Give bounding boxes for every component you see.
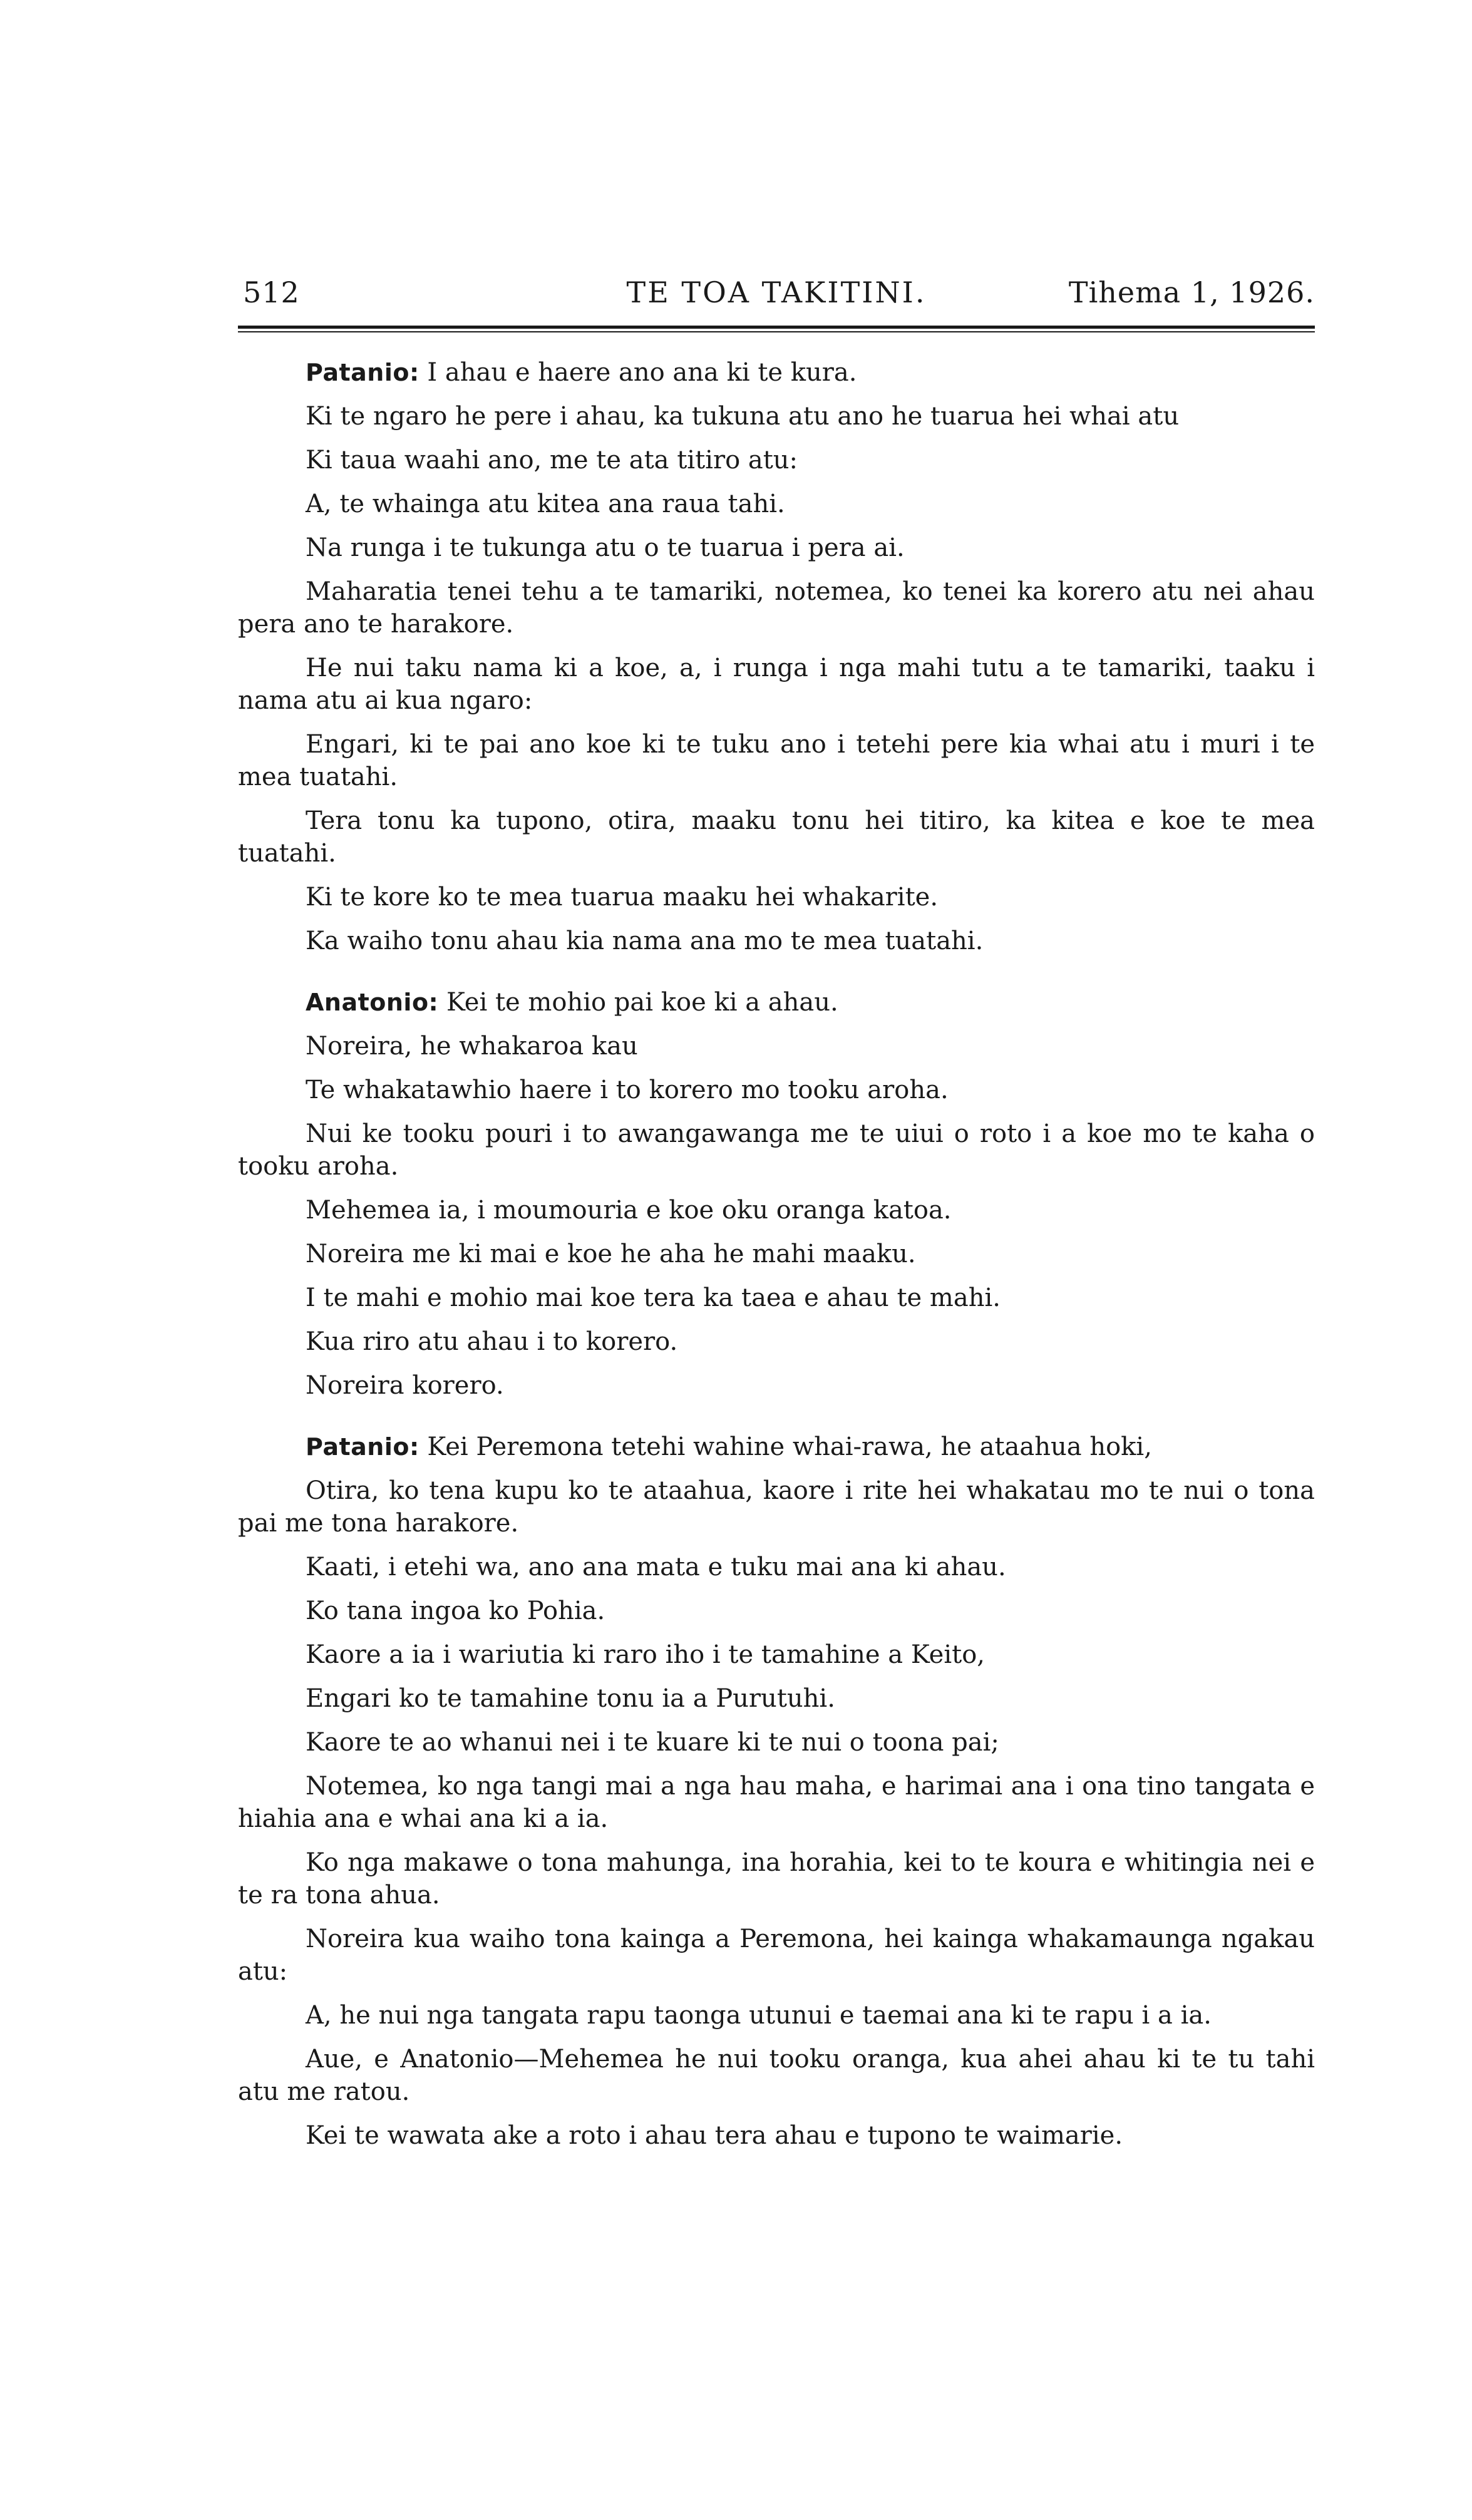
speaker-paragraph bbox=[238, 1431, 1315, 1463]
paragraph bbox=[238, 1118, 1315, 1183]
paragraph-text: Tera tonu ka tupono, otira, maaku tonu hei titiro, ka kitea e koe te mea tuatahi. bbox=[238, 806, 1315, 868]
speaker-name: Patanio: bbox=[306, 1433, 419, 1461]
paragraph-text: Ko nga makawe o tona mahunga, ina horahia, kei to te koura e whitingia nei e te ra tona ahua. bbox=[238, 1848, 1315, 1910]
paragraph bbox=[238, 1770, 1315, 1835]
paragraph-text: Te whakatawhio haere i to korero mo tooku aroha. bbox=[306, 1076, 949, 1104]
paragraph-text: Na runga i te tukunga atu o te tuarua i pera ai. bbox=[306, 533, 905, 562]
paragraph bbox=[238, 532, 1315, 564]
speaker-paragraph bbox=[238, 356, 1315, 389]
paragraph-text: Kei te mohio pai koe ki a ahau. bbox=[446, 988, 838, 1017]
paragraph bbox=[238, 1074, 1315, 1106]
paragraph-text: A, te whainga atu kitea ana raua tahi. bbox=[306, 490, 785, 518]
header-rule-thick bbox=[238, 326, 1315, 329]
paragraph-text: Noreira kua waiho tona kainga a Peremona, hei kainga whakamaunga ngakau atu: bbox=[238, 1925, 1315, 1986]
paragraph-text: Noreira me ki mai e koe he aha he mahi maaku. bbox=[306, 1240, 916, 1268]
paragraph-text: Nui ke tooku pouri i to awangawanga me te uiui o roto i a koe mo te kaha o tooku aroha. bbox=[238, 1119, 1315, 1181]
paragraph-text: Ki taua waahi ano, me te ata titiro atu: bbox=[306, 446, 798, 475]
paragraph-text: Engari ko te tamahine tonu ia a Purutuhi. bbox=[306, 1684, 835, 1713]
page bbox=[238, 275, 1315, 2163]
paragraph-text: Maharatia tenei tehu a te tamariki, notemea, ko tenei ka korero atu nei ahau pera ano te harakore. bbox=[238, 577, 1315, 639]
paragraph bbox=[238, 925, 1315, 957]
paragraph-text: Kaati, i etehi wa, ano ana mata e tuku mai ana ki ahau. bbox=[306, 1553, 1006, 1581]
paragraph-text: Kei te wawata ake a roto i ahau tera ahau e tupono te waimarie. bbox=[306, 2121, 1123, 2150]
paragraph bbox=[238, 1999, 1315, 2032]
paragraph bbox=[238, 2043, 1315, 2108]
paragraph-text: I te mahi e mohio mai koe tera ka taea e ahau te mahi. bbox=[306, 1283, 1001, 1312]
paragraph bbox=[238, 1369, 1315, 1402]
paragraph bbox=[238, 1325, 1315, 1358]
paragraph bbox=[238, 1726, 1315, 1759]
journal-title: TE TOA TAKITINI. bbox=[626, 275, 927, 309]
speaker-name: Anatonio: bbox=[306, 989, 439, 1016]
paragraph bbox=[238, 1846, 1315, 1911]
paragraph bbox=[238, 805, 1315, 870]
paragraph bbox=[238, 488, 1315, 520]
paragraph-text: Otira, ko tena kupu ko te ataahua, kaore i rite hei whakatau mo te nui o tona pai me tona harakore. bbox=[238, 1476, 1315, 1538]
paragraph bbox=[238, 1282, 1315, 1314]
issue-date: Tihema 1, 1926. bbox=[1068, 275, 1315, 309]
paragraph-text: Ki te kore ko te mea tuarua maaku hei whakarite. bbox=[306, 883, 939, 912]
paragraph-text: Mehemea ia, i moumouria e koe oku oranga katoa. bbox=[306, 1196, 952, 1225]
paragraph bbox=[238, 652, 1315, 717]
paragraph bbox=[238, 1030, 1315, 1062]
speaker-name: Patanio: bbox=[306, 359, 419, 386]
paragraph bbox=[238, 1638, 1315, 1671]
paragraph-text: Kaore a ia i wariutia ki raro iho i te tamahine a Keito, bbox=[306, 1640, 985, 1669]
paragraph bbox=[238, 1474, 1315, 1540]
paragraph-text: Ki te ngaro he pere i ahau, ka tukuna atu ano he tuarua hei whai atu bbox=[306, 402, 1180, 431]
paragraph-text: Engari, ki te pai ano koe ki te tuku ano i tetehi pere kia whai atu i muri i te mea tuatahi. bbox=[238, 730, 1315, 791]
paragraph bbox=[238, 728, 1315, 793]
page-number: 512 bbox=[243, 275, 300, 309]
paragraph bbox=[238, 881, 1315, 913]
speaker-paragraph bbox=[238, 986, 1315, 1019]
paragraph bbox=[238, 1551, 1315, 1583]
paragraph bbox=[238, 2119, 1315, 2152]
paragraph-text: Kaore te ao whanui nei i te kuare ki te nui o toona pai; bbox=[306, 1728, 999, 1757]
body-text bbox=[238, 356, 1315, 2152]
paragraph-text: Kei Peremona tetehi wahine whai-rawa, he ataahua hoki, bbox=[427, 1432, 1152, 1461]
paragraph bbox=[238, 575, 1315, 640]
paragraph-text: Kua riro atu ahau i to korero. bbox=[306, 1327, 678, 1356]
paragraph-text: He nui taku nama ki a koe, a, i runga i nga mahi tutu a te tamariki, taaku i nama atu ai kua ngaro: bbox=[238, 654, 1315, 715]
header-rule-thin bbox=[238, 331, 1315, 332]
running-header bbox=[238, 275, 1315, 326]
paragraph bbox=[238, 400, 1315, 433]
paragraph-text: Aue, e Anatonio—Mehemea he nui tooku oranga, kua ahei ahau ki te tu tahi atu me ratou. bbox=[238, 2045, 1315, 2106]
paragraph-text: I ahau e haere ano ana ki te kura. bbox=[427, 358, 857, 387]
paragraph bbox=[238, 1238, 1315, 1270]
paragraph bbox=[238, 444, 1315, 476]
paragraph-text: A, he nui nga tangata rapu taonga utunui e taemai ana ki te rapu i a ia. bbox=[306, 2001, 1212, 2030]
paragraph-text: Notemea, ko nga tangi mai a nga hau maha, e harimai ana i ona tino tangata e hiahia ana e whai ana ki a ia. bbox=[238, 1772, 1315, 1833]
paragraph-text: Noreira, he whakaroa kau bbox=[306, 1032, 638, 1061]
paragraph-text: Ko tana ingoa ko Pohia. bbox=[306, 1597, 605, 1625]
paragraph-text: Noreira korero. bbox=[306, 1371, 504, 1400]
paragraph-text: Ka waiho tonu ahau kia nama ana mo te mea tuatahi. bbox=[306, 927, 984, 955]
paragraph bbox=[238, 1595, 1315, 1627]
paragraph bbox=[238, 1682, 1315, 1715]
paragraph bbox=[238, 1923, 1315, 1988]
paragraph bbox=[238, 1194, 1315, 1227]
